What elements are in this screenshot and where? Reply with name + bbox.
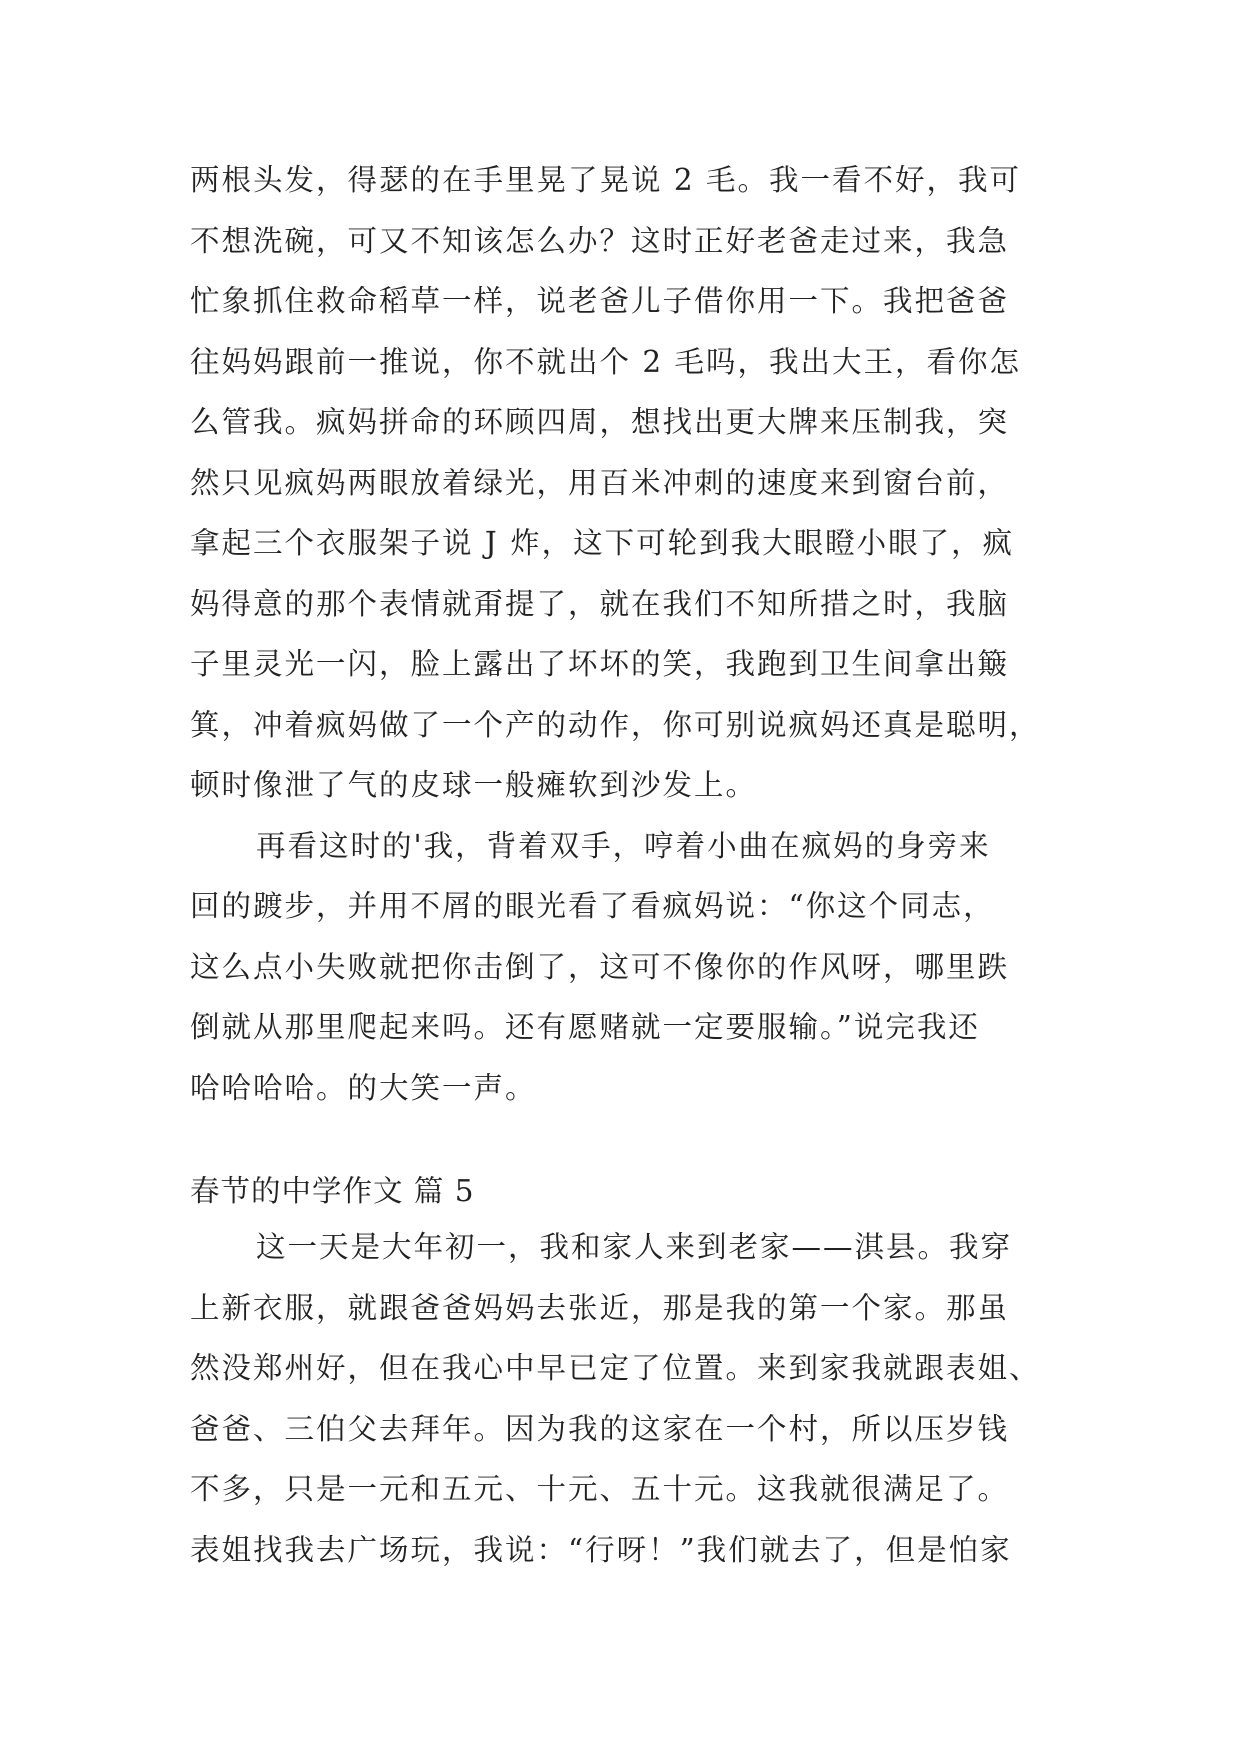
text-line: 再看这时的'我，背着双手，哼着小曲在疯妈的身旁来 <box>256 828 991 863</box>
text-line: 表姐找我去广场玩，我说：“行呀！”我们就去了，但是怕家 <box>190 1532 1012 1567</box>
text-line: 忙象抓住救命稻草一样，说老爸儿子借你用一下。我把爸爸 <box>190 284 1010 318</box>
paragraph-3 <box>190 1217 1070 1580</box>
text-line: 往妈妈跟前一推说，你不就出个 2 毛吗，我出大王，看你怎 <box>190 344 1022 379</box>
text-line: 拿起三个衣服架子说 J 炸，这下可轮到我大眼瞪小眼了，疯 <box>190 526 1015 560</box>
text-line: 回的踱步，并用不屑的眼光看了看疯妈说：“你这个同志， <box>190 889 995 923</box>
text-line: 箕，冲着疯妈做了一个产的动作，你可别说疯妈还真是聪明， <box>190 707 1041 742</box>
document-page <box>190 150 1070 1580</box>
text-line: 爸爸、三伯父去拜年。因为我的这家在一个村，所以压岁钱 <box>190 1411 1010 1446</box>
text-line: 这一天是大年初一，我和家人来到老家——淇县。我穿 <box>256 1230 1013 1264</box>
text-line: 不多，只是一元和五元、十元、五十元。这我就很满足了。 <box>190 1472 1010 1506</box>
section-title: 春节的中学作文 篇 5 <box>190 1174 475 1208</box>
text-line: 顿时像泄了气的皮球一般瘫软到沙发上。 <box>190 768 758 802</box>
text-line: 哈哈哈哈。的大笑一声。 <box>190 1070 537 1105</box>
text-line: 不想洗碗，可又不知该怎么办？这时正好老爸走过来，我急 <box>190 223 1010 258</box>
text-line: 倒就从那里爬起来吗。还有愿赌就一定要服输。”说完我还 <box>190 1010 980 1044</box>
text-line: 然没郑州好，但在我心中早已定了位置。来到家我就跟表姐、 <box>190 1351 1041 1385</box>
text-line: 妈得意的那个表情就甭提了，就在我们不知所措之时，我脑 <box>190 586 1010 621</box>
text-line: 然只见疯妈两眼放着绿光，用百米冲刺的速度来到窗台前， <box>190 465 1010 500</box>
paragraph-1 <box>190 150 1070 816</box>
text-line: 上新衣服，就跟爸爸妈妈去张近，那是我的第一个家。那虽 <box>190 1290 1010 1325</box>
paragraph-2 <box>190 816 1070 1119</box>
text-line: 这么点小失败就把你击倒了，这可不像你的作风呀，哪里跌 <box>190 949 1010 984</box>
text-line: 两根头发，得瑟的在手里晃了晃说 2 毛。我一看不好，我可 <box>190 163 1022 197</box>
section-gap <box>190 1118 1070 1165</box>
text-line: 子里灵光一闪，脸上露出了坏坏的笑，我跑到卫生间拿出簸 <box>190 647 1010 681</box>
text-line: 么管我。疯妈拼命的环顾四周，想找出更大牌来压制我，突 <box>190 405 1010 439</box>
